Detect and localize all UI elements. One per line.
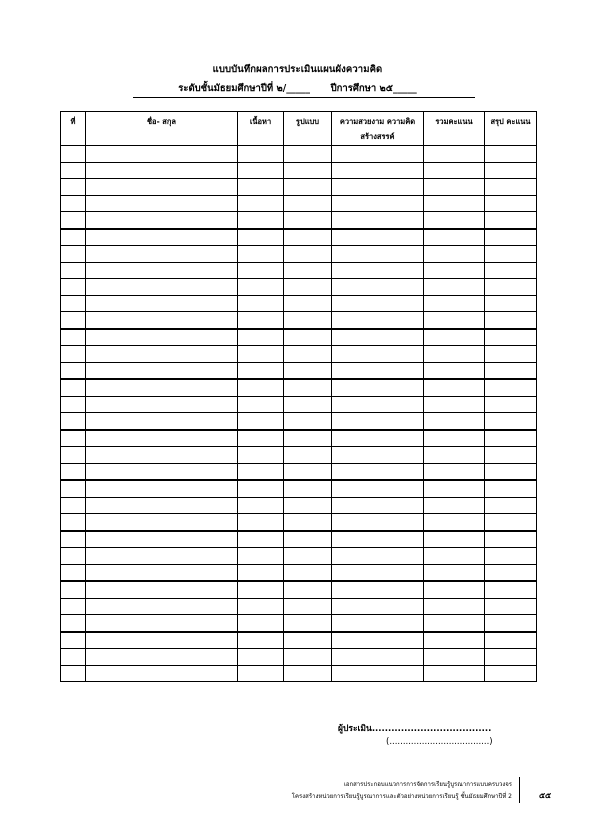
- table-cell[interactable]: [86, 396, 238, 413]
- table-cell[interactable]: [61, 279, 86, 296]
- table-row: [61, 195, 537, 212]
- table-cell[interactable]: [61, 362, 86, 379]
- col-header-creativity: ความสวยงาม ความคิดสร้างสรรค์: [332, 112, 424, 146]
- table-cell[interactable]: [61, 162, 86, 179]
- table-cell[interactable]: [284, 396, 332, 413]
- table-cell[interactable]: [61, 430, 86, 447]
- table-cell[interactable]: [61, 447, 86, 464]
- table-row: [61, 179, 537, 196]
- col-header-name: ชื่อ- สกุล: [86, 112, 238, 146]
- table-cell[interactable]: [332, 497, 424, 514]
- table-header-row: [61, 112, 537, 146]
- table-cell[interactable]: [86, 379, 238, 396]
- table-cell[interactable]: [424, 447, 485, 464]
- table-cell[interactable]: [424, 531, 485, 548]
- table-cell[interactable]: [284, 246, 332, 263]
- table-cell[interactable]: [424, 615, 485, 632]
- table-cell[interactable]: [332, 598, 424, 615]
- table-body: [61, 146, 537, 682]
- table-cell[interactable]: [61, 497, 86, 514]
- table-cell[interactable]: [485, 329, 537, 346]
- table-cell[interactable]: [284, 548, 332, 565]
- table-cell[interactable]: [485, 514, 537, 531]
- table-cell[interactable]: [238, 413, 284, 430]
- table-cell[interactable]: [86, 362, 238, 379]
- assessment-table: [60, 111, 537, 682]
- table-cell[interactable]: [238, 463, 284, 480]
- table-row: [61, 329, 537, 346]
- table-cell[interactable]: [238, 396, 284, 413]
- table-cell[interactable]: [61, 312, 86, 329]
- table-cell[interactable]: [284, 480, 332, 497]
- table-cell[interactable]: [485, 463, 537, 480]
- table-cell[interactable]: [238, 548, 284, 565]
- table-cell[interactable]: [238, 162, 284, 179]
- table-cell[interactable]: [238, 146, 284, 163]
- table-cell[interactable]: [238, 195, 284, 212]
- table-cell[interactable]: [238, 312, 284, 329]
- table-cell[interactable]: [332, 514, 424, 531]
- table-cell[interactable]: [332, 246, 424, 263]
- table-cell[interactable]: [86, 212, 238, 229]
- table-cell[interactable]: [284, 212, 332, 229]
- table-row: [61, 480, 537, 497]
- table-cell[interactable]: [284, 312, 332, 329]
- table-cell[interactable]: [485, 480, 537, 497]
- table-row: [61, 632, 537, 649]
- table-cell[interactable]: [86, 531, 238, 548]
- table-cell[interactable]: [86, 615, 238, 632]
- table-cell[interactable]: [424, 295, 485, 312]
- table-cell[interactable]: [61, 379, 86, 396]
- col-header-format: รูปแบบ: [284, 112, 332, 146]
- table-cell[interactable]: [485, 229, 537, 246]
- table-cell[interactable]: [61, 195, 86, 212]
- footer-line-1: เอกสารประกอบแนวการการจัดการเรียนรู้บูรณาการแบบครบวงจร: [343, 781, 512, 788]
- col-header-no: ที่: [61, 112, 86, 146]
- table-cell[interactable]: [86, 514, 238, 531]
- year-value: ๒๕_____: [379, 83, 417, 94]
- table-cell[interactable]: [284, 413, 332, 430]
- table-cell[interactable]: [332, 229, 424, 246]
- table-row: [61, 162, 537, 179]
- table-cell[interactable]: [86, 195, 238, 212]
- table-cell[interactable]: [284, 531, 332, 548]
- table-cell[interactable]: [284, 598, 332, 615]
- table-cell[interactable]: [424, 146, 485, 163]
- table-row: [61, 430, 537, 447]
- table-cell[interactable]: [238, 212, 284, 229]
- table-cell[interactable]: [485, 279, 537, 296]
- table-cell[interactable]: [284, 195, 332, 212]
- table-cell[interactable]: [424, 413, 485, 430]
- table-row: [61, 295, 537, 312]
- form-subtitle: [0, 81, 595, 96]
- table-cell[interactable]: [485, 195, 537, 212]
- table-cell[interactable]: [61, 413, 86, 430]
- table-cell[interactable]: [284, 295, 332, 312]
- table-cell[interactable]: [332, 312, 424, 329]
- level-label: ระดับชั้นมัธยมศึกษาปีที่: [178, 83, 274, 94]
- table-cell[interactable]: [238, 295, 284, 312]
- table-cell[interactable]: [424, 480, 485, 497]
- table-cell[interactable]: [424, 564, 485, 581]
- table-cell[interactable]: [61, 179, 86, 196]
- table-cell[interactable]: [284, 279, 332, 296]
- table-cell[interactable]: [86, 564, 238, 581]
- table-cell[interactable]: [424, 548, 485, 565]
- table-cell[interactable]: [424, 195, 485, 212]
- table-cell[interactable]: [61, 295, 86, 312]
- table-cell[interactable]: [86, 581, 238, 598]
- table-cell[interactable]: [485, 362, 537, 379]
- table-cell[interactable]: [332, 212, 424, 229]
- table-cell[interactable]: [332, 146, 424, 163]
- table-cell[interactable]: [86, 480, 238, 497]
- col-header-content: เนื้อหา: [238, 112, 284, 146]
- table-cell[interactable]: [332, 379, 424, 396]
- table-cell[interactable]: [86, 413, 238, 430]
- table-cell[interactable]: [485, 497, 537, 514]
- table-cell[interactable]: [485, 447, 537, 464]
- table-cell[interactable]: [86, 279, 238, 296]
- table-row: [61, 581, 537, 598]
- table-cell[interactable]: [332, 262, 424, 279]
- table-row: [61, 548, 537, 565]
- table-cell[interactable]: [61, 531, 86, 548]
- table-cell[interactable]: [61, 229, 86, 246]
- table-cell[interactable]: [61, 598, 86, 615]
- table-cell[interactable]: [86, 162, 238, 179]
- table-cell[interactable]: [485, 531, 537, 548]
- footer-divider: [519, 777, 520, 803]
- table-cell[interactable]: [238, 632, 284, 649]
- table-row: [61, 246, 537, 263]
- assessor-name-line: (.....................................): [386, 737, 493, 747]
- table-cell[interactable]: [284, 463, 332, 480]
- table-cell[interactable]: [332, 362, 424, 379]
- table-cell[interactable]: [424, 598, 485, 615]
- table-cell[interactable]: [424, 212, 485, 229]
- table-cell[interactable]: [284, 229, 332, 246]
- table-cell[interactable]: [424, 262, 485, 279]
- table-cell[interactable]: [61, 146, 86, 163]
- table-cell[interactable]: [424, 329, 485, 346]
- table-cell[interactable]: [424, 229, 485, 246]
- table-cell[interactable]: [424, 362, 485, 379]
- table-cell[interactable]: [284, 379, 332, 396]
- table-cell[interactable]: [284, 346, 332, 363]
- table-cell[interactable]: [61, 615, 86, 632]
- table-row: [61, 229, 537, 246]
- title-underline: [133, 97, 475, 98]
- footer-line-2: โครงสร้างหน่วยการเรียนรู้บูรณาการและตัวอย่างหน่วยการเรียนรู้ ชั้นมัธยมศึกษาปีที่ 2: [291, 793, 512, 800]
- table-cell[interactable]: [424, 162, 485, 179]
- footer-text: [230, 779, 512, 803]
- table-cell[interactable]: [332, 564, 424, 581]
- table-cell[interactable]: [284, 362, 332, 379]
- table-cell[interactable]: [424, 632, 485, 649]
- table-cell[interactable]: [485, 346, 537, 363]
- table-cell[interactable]: [238, 262, 284, 279]
- table-cell[interactable]: [424, 346, 485, 363]
- table-cell[interactable]: [424, 514, 485, 531]
- table-cell[interactable]: [86, 329, 238, 346]
- table-cell[interactable]: [61, 262, 86, 279]
- table-cell[interactable]: [424, 430, 485, 447]
- table-cell[interactable]: [332, 413, 424, 430]
- table-cell[interactable]: [86, 229, 238, 246]
- table-row: [61, 396, 537, 413]
- year-label: ปีการศึกษา: [330, 83, 377, 94]
- table-row: [61, 212, 537, 229]
- table-cell[interactable]: [61, 212, 86, 229]
- table-cell[interactable]: [332, 531, 424, 548]
- table-cell[interactable]: [61, 246, 86, 263]
- table-cell[interactable]: [485, 615, 537, 632]
- table-cell[interactable]: [485, 413, 537, 430]
- table-row: [61, 615, 537, 632]
- table-cell[interactable]: [238, 564, 284, 581]
- table-cell[interactable]: [238, 246, 284, 263]
- table-cell[interactable]: [238, 581, 284, 598]
- table-cell[interactable]: [86, 548, 238, 565]
- table-cell[interactable]: [61, 463, 86, 480]
- table-row: [61, 598, 537, 615]
- table-cell[interactable]: [284, 564, 332, 581]
- table-cell[interactable]: [284, 649, 332, 666]
- table-cell[interactable]: [86, 598, 238, 615]
- table-cell[interactable]: [238, 665, 284, 682]
- table-cell[interactable]: [238, 379, 284, 396]
- table-cell[interactable]: [61, 480, 86, 497]
- table-row: [61, 312, 537, 329]
- table-cell[interactable]: [238, 447, 284, 464]
- table-cell[interactable]: [284, 447, 332, 464]
- table-cell[interactable]: [61, 548, 86, 565]
- table-cell[interactable]: [284, 329, 332, 346]
- table-row: [61, 279, 537, 296]
- table-cell[interactable]: [284, 581, 332, 598]
- table-cell[interactable]: [424, 581, 485, 598]
- table-cell[interactable]: [238, 598, 284, 615]
- table-cell[interactable]: [238, 430, 284, 447]
- table-cell[interactable]: [284, 497, 332, 514]
- table-cell[interactable]: [86, 146, 238, 163]
- table-row: [61, 362, 537, 379]
- table-cell[interactable]: [86, 179, 238, 196]
- table-cell[interactable]: [238, 480, 284, 497]
- table-cell[interactable]: [424, 246, 485, 263]
- table-cell[interactable]: [485, 649, 537, 666]
- table-cell[interactable]: [86, 430, 238, 447]
- table-row: [61, 649, 537, 666]
- table-cell[interactable]: [61, 329, 86, 346]
- table-cell[interactable]: [86, 497, 238, 514]
- table-cell[interactable]: [86, 246, 238, 263]
- table-cell[interactable]: [284, 632, 332, 649]
- table-cell[interactable]: [424, 665, 485, 682]
- table-cell[interactable]: [284, 262, 332, 279]
- table-cell[interactable]: [485, 598, 537, 615]
- table-cell[interactable]: [485, 246, 537, 263]
- table-cell[interactable]: [332, 581, 424, 598]
- table-cell[interactable]: [332, 665, 424, 682]
- table-cell[interactable]: [284, 514, 332, 531]
- table-cell[interactable]: [485, 581, 537, 598]
- table-cell[interactable]: [424, 179, 485, 196]
- table-cell[interactable]: [485, 396, 537, 413]
- table-cell[interactable]: [86, 312, 238, 329]
- table-cell[interactable]: [86, 262, 238, 279]
- table-cell[interactable]: [284, 146, 332, 163]
- table-cell[interactable]: [238, 229, 284, 246]
- table-cell[interactable]: [61, 649, 86, 666]
- table-cell[interactable]: [332, 463, 424, 480]
- col-header-summary: สรุป คะแนน: [485, 112, 537, 146]
- table-row: [61, 447, 537, 464]
- table-cell[interactable]: [238, 362, 284, 379]
- level-value: ๒/_____: [276, 83, 310, 94]
- table-row: [61, 413, 537, 430]
- table-cell[interactable]: [61, 396, 86, 413]
- table-cell[interactable]: [284, 162, 332, 179]
- table-row: [61, 531, 537, 548]
- table-cell[interactable]: [332, 548, 424, 565]
- table-cell[interactable]: [485, 379, 537, 396]
- table-cell[interactable]: [332, 649, 424, 666]
- table-cell[interactable]: [332, 162, 424, 179]
- table-cell[interactable]: [332, 632, 424, 649]
- table-cell[interactable]: [424, 279, 485, 296]
- table-cell[interactable]: [86, 346, 238, 363]
- table-cell[interactable]: [332, 329, 424, 346]
- table-row: [61, 146, 537, 163]
- table-cell[interactable]: [485, 665, 537, 682]
- assessor-signature-line: ผู้ประเมิน.....................................: [338, 724, 492, 734]
- table-cell[interactable]: [238, 179, 284, 196]
- table-cell[interactable]: [61, 564, 86, 581]
- page-number: ๕๕: [539, 791, 552, 800]
- table-row: [61, 514, 537, 531]
- table-cell[interactable]: [424, 649, 485, 666]
- table-cell[interactable]: [485, 632, 537, 649]
- table-row: [61, 379, 537, 396]
- table-row: [61, 262, 537, 279]
- table-cell[interactable]: [332, 179, 424, 196]
- table-cell[interactable]: [485, 146, 537, 163]
- table-cell[interactable]: [284, 665, 332, 682]
- table-cell[interactable]: [238, 531, 284, 548]
- table-cell[interactable]: [238, 649, 284, 666]
- table-cell[interactable]: [332, 295, 424, 312]
- table-cell[interactable]: [332, 279, 424, 296]
- table-cell[interactable]: [86, 632, 238, 649]
- table-cell[interactable]: [284, 179, 332, 196]
- table-cell[interactable]: [424, 497, 485, 514]
- table-cell[interactable]: [238, 279, 284, 296]
- table-cell[interactable]: [485, 295, 537, 312]
- table-cell[interactable]: [485, 430, 537, 447]
- table-cell[interactable]: [485, 162, 537, 179]
- table-cell[interactable]: [424, 396, 485, 413]
- table-row: [61, 665, 537, 682]
- table-cell[interactable]: [332, 396, 424, 413]
- table-cell[interactable]: [284, 615, 332, 632]
- table-cell[interactable]: [238, 329, 284, 346]
- table-cell[interactable]: [332, 430, 424, 447]
- table-cell[interactable]: [238, 615, 284, 632]
- table-row: [61, 463, 537, 480]
- table-cell[interactable]: [332, 346, 424, 363]
- table-cell[interactable]: [424, 463, 485, 480]
- table-cell[interactable]: [485, 564, 537, 581]
- table-cell[interactable]: [424, 379, 485, 396]
- table-cell[interactable]: [61, 632, 86, 649]
- table-cell[interactable]: [485, 179, 537, 196]
- form-title: แบบบันทึกผลการประเมินแผนผังความคิด: [212, 64, 383, 75]
- table-cell[interactable]: [61, 665, 86, 682]
- table-row: [61, 346, 537, 363]
- table-row: [61, 497, 537, 514]
- table-cell[interactable]: [332, 615, 424, 632]
- table-cell[interactable]: [61, 346, 86, 363]
- table-cell[interactable]: [238, 514, 284, 531]
- table-cell[interactable]: [86, 295, 238, 312]
- table-cell[interactable]: [61, 514, 86, 531]
- table-cell[interactable]: [485, 312, 537, 329]
- table-cell[interactable]: [424, 312, 485, 329]
- col-header-total: รวมคะแนน: [424, 112, 485, 146]
- table-cell[interactable]: [485, 548, 537, 565]
- table-cell[interactable]: [86, 649, 238, 666]
- table-cell[interactable]: [485, 262, 537, 279]
- table-cell[interactable]: [485, 212, 537, 229]
- table-cell[interactable]: [86, 463, 238, 480]
- table-cell[interactable]: [86, 665, 238, 682]
- table-cell[interactable]: [284, 430, 332, 447]
- table-cell[interactable]: [332, 480, 424, 497]
- table-cell[interactable]: [238, 497, 284, 514]
- table-cell[interactable]: [332, 447, 424, 464]
- table-row: [61, 564, 537, 581]
- table-cell[interactable]: [61, 581, 86, 598]
- table-cell[interactable]: [86, 447, 238, 464]
- table-cell[interactable]: [238, 346, 284, 363]
- table-cell[interactable]: [332, 195, 424, 212]
